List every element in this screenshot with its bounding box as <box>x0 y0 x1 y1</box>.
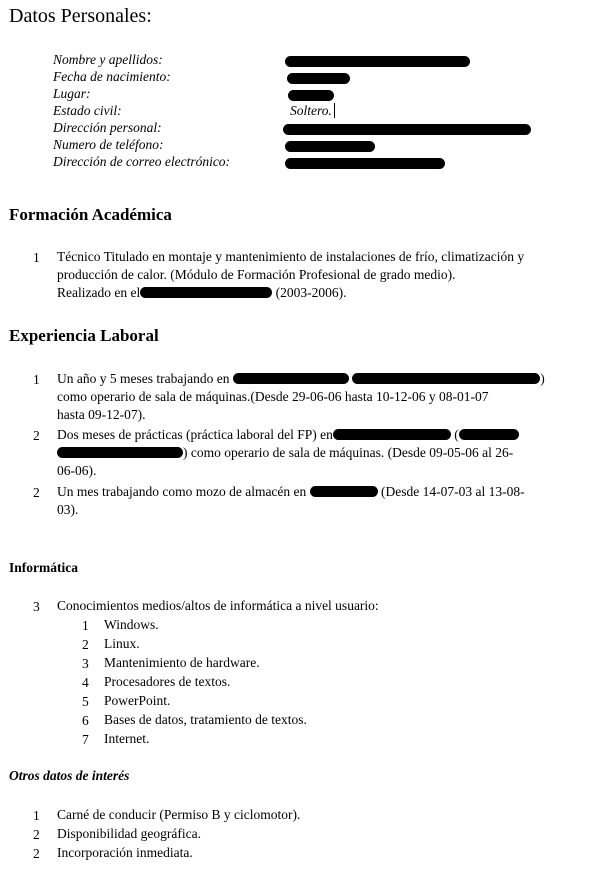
sublist-number: 4 <box>82 675 89 690</box>
redacted-company <box>310 486 378 497</box>
list-number: 2 <box>33 428 40 443</box>
section-title-informatica: Informática <box>9 560 78 575</box>
sublist-item: Linux. <box>104 636 140 651</box>
redacted-email <box>285 158 445 169</box>
field-label-phone: Numero de teléfono: <box>53 137 164 152</box>
sublist-number: 7 <box>82 732 89 747</box>
section-title-personal: Datos Personales: <box>9 5 152 27</box>
field-label-email: Dirección de correo electrónico: <box>53 154 231 169</box>
redacted-company-detail <box>352 373 540 384</box>
field-value-civil-status: Soltero. <box>290 103 335 119</box>
list-item-experience: Un año y 5 meses trabajando en ) como operario de sala de máquinas.(Desde 29-06-06 hasta 10-12-06 y 08-01-07 hasta 09-12-07). <box>57 371 545 422</box>
section-title-otros: Otros datos de interés <box>9 768 130 783</box>
redacted-company-detail <box>459 429 519 440</box>
sublist-item: Windows. <box>104 617 159 632</box>
list-item-experience: Un mes trabajando como mozo de almacén en (Desde 14-07-03 al 13-08- 03). <box>57 484 525 517</box>
list-item-academic: Técnico Titulado en montaje y mantenimiento de instalaciones de frío, climatización y producción de calor. (Módulo de Formación Profesional de grado medio). Realizado en el (2003-2006). <box>57 249 525 300</box>
redacted-place <box>288 90 334 101</box>
field-label-name: Nombre y apellidos: <box>53 52 163 67</box>
list-number: 2 <box>33 846 40 861</box>
sublist-number: 2 <box>82 637 89 652</box>
redacted-company-detail <box>57 447 183 458</box>
list-number: 1 <box>33 372 40 387</box>
section-title-academic: Formación Académica <box>9 205 172 224</box>
redacted-company <box>233 373 349 384</box>
sublist-item: Procesadores de textos. <box>104 674 231 689</box>
redacted-institution <box>140 287 272 298</box>
list-item-otros: Disponibilidad geográfica. <box>57 826 201 841</box>
redacted-company <box>333 429 451 440</box>
sublist-item: PowerPoint. <box>104 693 171 708</box>
sublist-item: Internet. <box>104 731 150 746</box>
list-number: 2 <box>33 485 40 500</box>
redacted-name <box>285 56 470 67</box>
list-number: 1 <box>33 250 40 265</box>
sublist-item: Mantenimiento de hardware. <box>104 655 260 670</box>
sublist-number: 1 <box>82 618 89 633</box>
field-label-birthdate: Fecha de nacimiento: <box>53 69 171 84</box>
redacted-address <box>283 124 531 135</box>
field-label-place: Lugar: <box>53 86 91 101</box>
redacted-birthdate <box>287 73 350 84</box>
list-item-experience: Dos meses de prácticas (práctica laboral del FP) en ( ) como operario de sala de máquinas. (Desde 09-05-06 al 26- 06-06). <box>57 426 519 480</box>
list-number: 3 <box>33 599 40 614</box>
list-item-otros: Incorporación inmediata. <box>57 845 193 860</box>
text-cursor <box>334 103 335 118</box>
sublist-number: 6 <box>82 713 89 728</box>
field-label-civil-status: Estado civil: <box>53 103 122 118</box>
field-label-address: Dirección personal: <box>53 120 162 135</box>
list-number: 1 <box>33 808 40 823</box>
sublist-number: 3 <box>82 656 89 671</box>
list-item-otros: Carné de conducir (Permiso B y ciclomotor). <box>57 807 301 822</box>
section-title-experience: Experiencia Laboral <box>9 326 159 345</box>
sublist-item: Bases de datos, tratamiento de textos. <box>104 712 307 727</box>
list-number: 2 <box>33 827 40 842</box>
list-item-informatica-intro: Conocimientos medios/altos de informática a nivel usuario: <box>57 598 379 613</box>
sublist-number: 5 <box>82 694 89 709</box>
redacted-phone <box>285 141 375 152</box>
